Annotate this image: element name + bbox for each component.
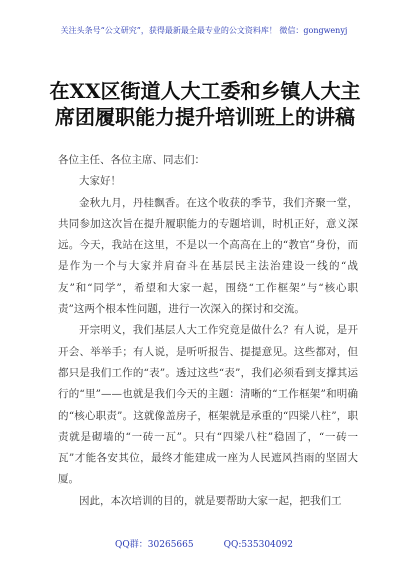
document-body	[58, 150, 358, 512]
body-paragraph: 金秋九月，丹桂飘香。在这个收获的季节，我们齐聚一堂，共同参加这次旨在提升履职能力的专题培训，时机正好，意义深远。今天，我站在这里，不是以一个高高在上的“教官”身份，而是作为一个与大家并肩奋斗在基层民主法治建设一线的“战友”和“同学”，希望和大家一起，围绕“工作框架”与“核心职责”这两个根本性问题，进行一次深入的探讨和交流。	[58, 196, 358, 316]
header-promo-text: 关注头条号“公文研究”，获得最新最全最专业的公文资料库！ 微信：gongwenyj	[60, 26, 348, 35]
footer-qq-group: QQ群：30265665	[115, 540, 194, 550]
salutation: 各位主任、各位主席、同志们：	[58, 154, 205, 166]
document-title: 在XX区街道人大工委和乡镇人大主席团履职能力提升培训班上的讲稿	[49, 79, 361, 129]
body-paragraph: 开宗明义，我们基层人大工作究竟是做什么？有人说，是开开会、举举手；有人说，是听听报告、提提意见。这些都对，但都只是我们工作的“表”。透过这些“表”，我们必须看到支撑其运行的“里”——也就是我们今天的主题：清晰的“工作框架”和明确的“核心职责”。这就像盖房子，框架就是承重的“四梁八柱”，职责就是砌墙的“一砖一瓦”。只有“四梁八柱”稳固了，“一砖一瓦”才能各安其位，最终才能建成一座为人民遮风挡雨的坚固大厦。	[58, 324, 358, 486]
body-paragraph: 因此，本次培训的目的，就是要帮助大家一起，把我们工	[79, 494, 342, 507]
footer-qq-number: QQ:535304092	[223, 540, 293, 550]
footer-contact	[0, 537, 408, 550]
greeting: 大家好！	[79, 175, 121, 188]
